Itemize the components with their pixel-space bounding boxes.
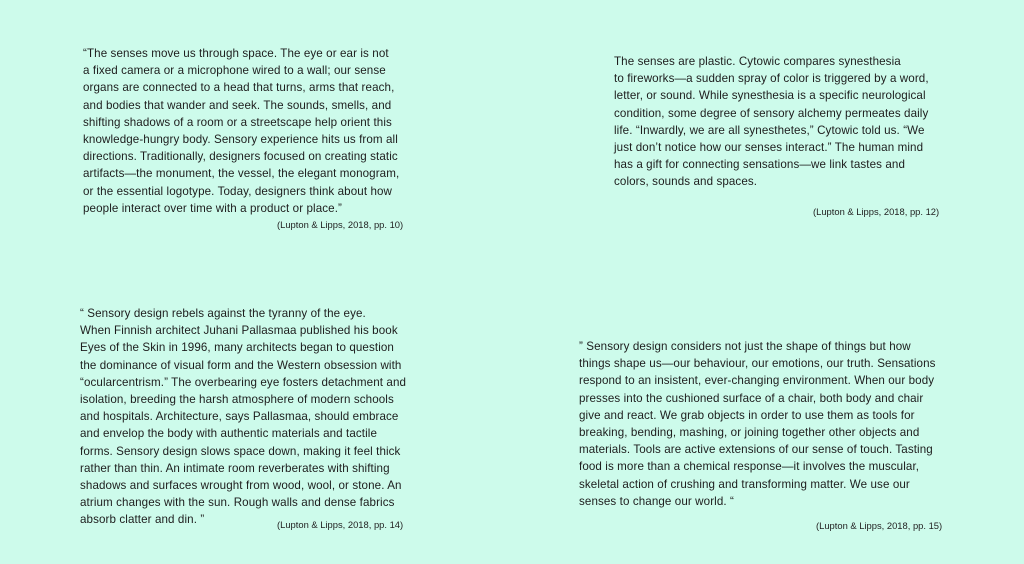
quote-line: artifacts—the monument, the vessel, the elegant monogram, [83,167,400,181]
quote-line: condition, some degree of sensory alchemy permeates daily [614,106,929,120]
quote-line: letter, or sound. While synesthesia is a specific neurological [614,89,926,103]
quote-line: “ Sensory design rebels against the tyranny of the eye. [80,307,366,320]
quote-line: shadows and surfaces wrought from wood, wool, or stone. An [80,479,402,493]
quote-block-2 [614,53,929,191]
quote-line: When Finnish architect Juhani Pallasmaa published his book [80,324,398,338]
quote-line: directions. Traditionally, designers focused on creating static [83,150,398,164]
quote-line: or the essential logotype. Today, designers think about how [83,184,393,198]
quote-line: senses to change our world. “ [579,494,734,508]
quote-line: isolation, breeding the harsh atmosphere of modern schools [80,393,394,407]
quote-line: and envelop the body with authentic materials and tactile [80,427,378,441]
quote-line: “ocularcentrism.” The overbearing eye fosters detachment and [80,375,407,389]
quote-line: The senses are plastic. Cytowic compares synesthesia [614,55,901,68]
quote-text [579,338,936,510]
quote-block-3 [80,305,406,529]
quote-line: things shape us—our behaviour, our emotions, our truth. Sensations [579,357,936,371]
quote-line: has a gift for connecting sensations—we link tastes and [614,158,905,172]
citation-1: (Lupton & Lipps, 2018, pp. 10) [277,219,404,230]
citation-2: (Lupton & Lipps, 2018, pp. 12) [813,206,940,217]
quote-line: and hospitals. Architecture, says Pallasmaa, should embrace [80,410,399,424]
quote-line: organs are connected to a head that turns, arms that reach, [83,81,395,95]
quote-line: and bodies that wander and seek. The sounds, smells, and [83,98,392,112]
quote-line: breaking, bending, mashing, or joining together other objects and [579,426,920,440]
quote-line: materials. Tools are active extensions of our sense of touch. Tasting [579,443,933,457]
quote-line: colors, sounds and spaces. [614,175,758,189]
quote-line: give and react. We grab objects in order to use them as tools for [579,408,915,422]
quote-line: a fixed camera or a microphone wired to a wall; our sense [83,64,386,78]
quote-text [80,305,406,529]
quote-line: forms. Sensory design slows space down, making it feel thick [80,444,401,458]
quote-line: Eyes of the Skin in 1996, many architects began to question [80,341,394,355]
quote-line: shifting shadows of a room or a streetscape help orient this [83,115,392,129]
quote-line: “The senses move us through space. The eye or ear is not [83,47,389,60]
quote-line: absorb clatter and din. ” [80,513,205,527]
quote-line: food is more than a chemical response—it involves the muscular, [579,460,920,474]
quote-text [614,53,929,191]
quote-line: atrium changes with the sun. Rough walls and dense fabrics [80,496,395,510]
citation-3: (Lupton & Lipps, 2018, pp. 14) [277,519,404,530]
quote-line: people interact over time with a product or place.” [83,201,343,215]
quote-line: the dominance of visual form and the Western obsession with [80,358,402,372]
quote-line: respond to an insistent, ever-changing environment. When our body [579,374,935,388]
quote-block-4 [579,338,936,510]
quote-line: skeletal action of crushing and transforming matter. We use our [579,477,910,491]
quote-line: knowledge-hungry body. Sensory experience hits us from all [83,133,398,147]
quote-line: life. “Inwardly, we are all synesthetes,” Cytowic told us. “We [614,123,925,137]
quote-line: just don’t notice how our senses interact.” The human mind [614,141,924,155]
quote-line: ” Sensory design considers not just the shape of things but how [579,340,911,353]
quote-text [83,45,399,217]
quote-line: presses into the cushioned surface of a chair, both body and chair [579,391,924,405]
quote-block-1 [83,45,399,217]
quote-line: rather than thin. An intimate room reverberates with shifting [80,461,390,475]
citation-4: (Lupton & Lipps, 2018, pp. 15) [816,520,943,531]
quote-line: to fireworks—a sudden spray of color is triggered by a word, [614,72,929,86]
